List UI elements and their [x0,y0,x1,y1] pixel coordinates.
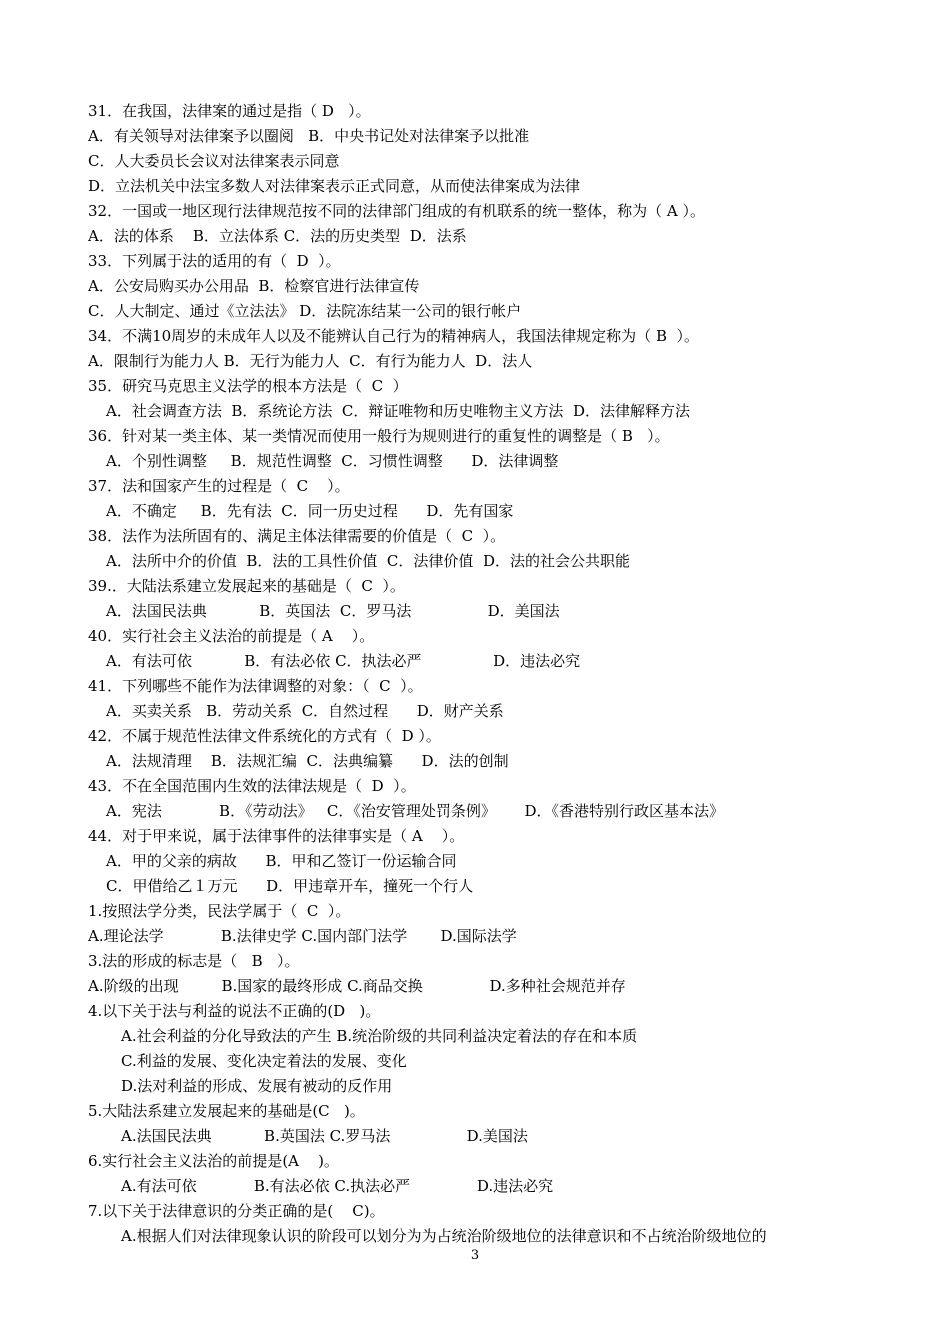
question-line: A．法的体系 B．立法体系 C．法的历史类型 D．法系 [88,227,467,245]
question-line: 6.实行社会主义法治的前提是(A )。 [88,1152,339,1170]
question-line: 36．针对某一类主体、某一类情况而使用一般行为规则进行的重复性的调整是（ B ）。 [88,427,670,445]
page-number: 3 [470,1248,480,1263]
option-line: A.有法可依 B.有法必依 C.执法必严 D.违法必究 [121,1177,554,1195]
option-line: A．甲的父亲的病故 B．甲和乙签订一份运输合同 [106,852,457,870]
question-line: 34．不满10周岁的未成年人以及不能辨认自己行为的精神病人，我国法律规定称为（ B ）。 [88,327,700,345]
option-line: A．社会调查方法 B．系统论方法 C．辩证唯物和历史唯物主义方法 D．法律解释方法 [106,402,690,420]
option-line: A．买卖关系 B．劳动关系 C．自然过程 D．财产关系 [106,702,504,720]
question-line: 35．研究马克思主义法学的根本方法是（ C ） [88,377,408,395]
option-line: A.法国民法典 B.英国法 C.罗马法 D.美国法 [121,1127,528,1145]
option-line: D.法对利益的形成、发展有被动的反作用 [121,1077,393,1095]
question-line: 43．不在全国范围内生效的法律法规是（ D ）。 [88,777,416,795]
option-line: A．法规清理 B．法规汇编 C．法典编纂 D．法的创制 [106,752,509,770]
question-line: 39.．大陆法系建立发展起来的基础是（ C ）。 [88,577,405,595]
option-line: A．宪法 B．《劳动法》 C．《治安管理处罚条例》 D．《香港特别行政区基本法》 [106,802,724,820]
question-line: 31．在我国，法律案的通过是指（ D ）。 [88,102,371,120]
question-line: C．人大制定、通过《立法法》 D．法院冻结某一公司的银行帐户 [88,302,522,320]
option-line: C．甲借给乙１万元 D．甲违章开车，撞死一个行人 [106,877,474,895]
question-line: 5.大陆法系建立发展起来的基础是(C )。 [88,1102,365,1120]
option-line: A．法所中介的价值 B．法的工具性价值 C．法律价值 D．法的社会公共职能 [106,552,630,570]
question-line: C．人大委员长会议对法律案表示同意 [88,152,340,170]
question-line: A．有关领导对法律案予以圈阅 B．中央书记处对法律案予以批准 [88,127,530,145]
question-list [88,99,888,1249]
question-line: 7.以下关于法律意识的分类正确的是( C)。 [88,1202,385,1220]
question-line: 40．实行社会主义法治的前提是（ A ）。 [88,627,375,645]
question-line: 37．法和国家产生的过程是（ C ）。 [88,477,350,495]
question-line: 32．一国或一地区现行法律规范按不同的法律部门组成的有机联系的统一整体，称为（ A ）。 [88,202,705,220]
option-line: A．有法可依 B．有法必依 C．执法必严 D．违法必究 [106,652,581,670]
question-line: A.理论法学 B.法律史学 C.国内部门法学 D.国际法学 [88,927,517,945]
option-line: A.社会利益的分化导致法的产生 B.统治阶级的共同利益决定着法的存在和本质 [121,1027,638,1045]
question-line: A．限制行为能力人 B．无行为能力人 C．有行为能力人 D．法人 [88,352,533,370]
option-line: A．法国民法典 B．英国法 C．罗马法 D．美国法 [106,602,560,620]
option-line: A．不确定 B．先有法 C．同一历史过程 D．先有国家 [106,502,514,520]
option-line: A．个别性调整 B．规范性调整 C．习惯性调整 D．法律调整 [106,452,559,470]
option-line: C.利益的发展、变化决定着法的发展、变化 [121,1052,407,1070]
question-line: 41．下列哪些不能作为法律调整的对象：（ C ）。 [88,677,423,695]
question-line: 44．对于甲来说，属于法律事件的法律事实是（ A ）。 [88,827,465,845]
question-line: 33．下列属于法的适用的有（ D ）。 [88,252,341,270]
question-line: 38．法作为法所固有的、满足主体法律需要的价值是（ C ）。 [88,527,506,545]
question-line: A.阶级的出现 B.国家的最终形成 C.商品交换 D.多种社会规范并存 [88,977,626,995]
option-line: A.根据人们对法律现象认识的阶段可以划分为为占统治阶级地位的法律意识和不占统治阶级地位的 [121,1227,767,1245]
question-line: 4.以下关于法与利益的说法不正确的(D )。 [88,1002,381,1020]
question-line: 1.按照法学分类，民法学属于（ C ）。 [88,902,351,920]
question-line: 42．不属于规范性法律文件系统化的方式有（ D ）。 [88,727,441,745]
question-line: 3.法的形成的标志是（ B ）。 [88,952,300,970]
question-line: A．公安局购买办公用品 B．检察官进行法律宣传 [88,277,420,295]
question-line: D．立法机关中法宝多数人对法律案表示正式同意，从而使法律案成为法律 [88,177,581,195]
